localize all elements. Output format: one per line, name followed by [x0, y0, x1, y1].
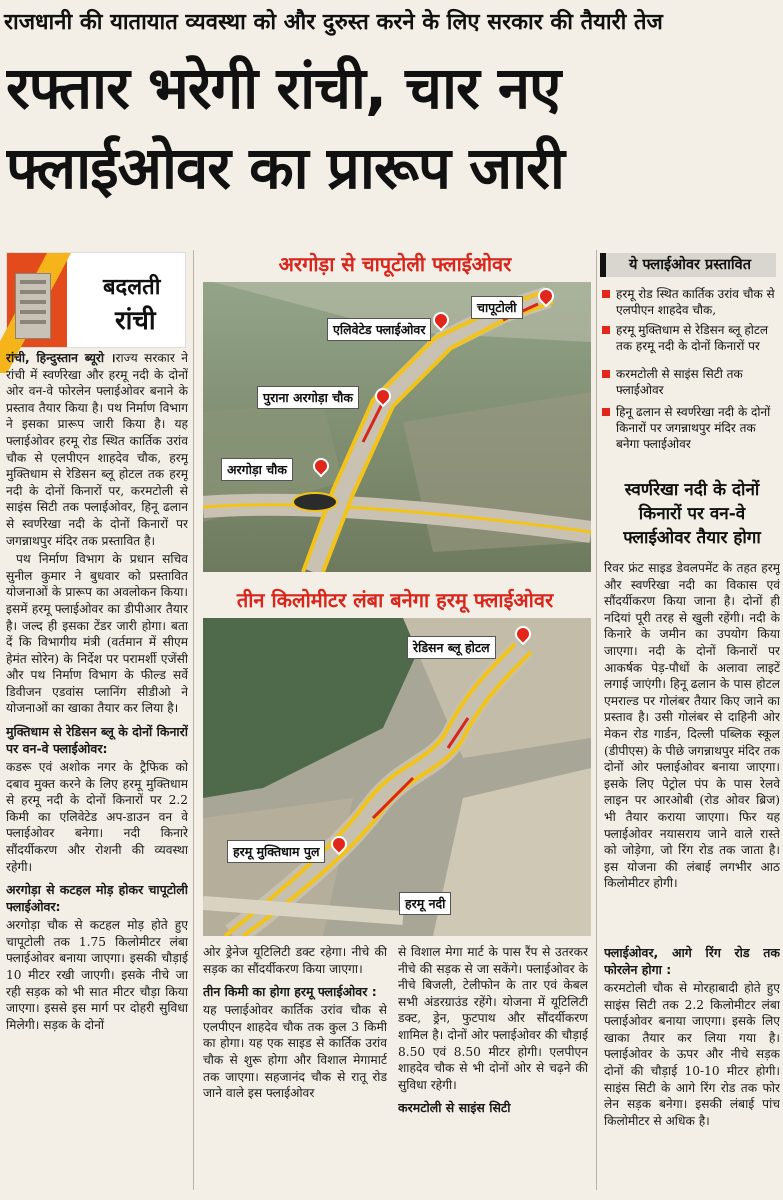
- dateline: रांची, हिन्दुस्तान ब्यूरो ।: [6, 351, 116, 365]
- paragraph: अरगोड़ा चौक से कटहल मोड़ होते हुए चापूटोली तक 1.75 किलोमीटर लंबा फ्लाईओवर बनाया जाएगा। इसकी चौड़ाई 10 मीटर रखी जाएगी। इसके नीचे जा रही सड़क को भी सात मीटर चौड़ा किया जाएगा। इससे इस मार्ग पर दोहरी सुविधा मिलेगी। सड़क के दोनों: [6, 918, 188, 1032]
- paragraph: रिवर फ्रंट साइड डेवलपमेंट के तहत हरमू और स्वर्णरेखा नदी का विकास एवं सौंदर्यीकरण किया जाना है। दोनों ही नदियां पूरी तरह से खुली रहेंगी। नदी के किनारे के जमीन का उपयोग किया जाएगा। नदी के दोनों किनारों पर आकर्षक पेड़-पौधों के अलावा लाइटें लगाई जाएंगी। हिनू ढलान के पास होटल एमराल्ड पर गोलंबर तैयार किए जाने का प्रस्ताव है। उसी गोलंबर से दाहिनी ओर मेकन रोड गार्डन, दिल्ली पब्लिक स्कूल (डीपीएस) के पीछे जगन्नाथपुर मंदिर तक दोनों ओर फ्लाईओवर बनाया जाएगा। इसके लिए पेट्रोल पंप के पास रेलवे लाइन पर आरओबी (रोड ओवर ब्रिज) भी तैयार कराया जाएगा। फिर यह फ्लाईओवर नयासराय जाने वाले रास्ते को जोड़ेगा, जो रिंग रोड तक जाता है। इस योजना की लंबाई लगभीर आठ किलोमीटर होगी।: [604, 561, 780, 891]
- paragraph: यह फ्लाईओवर कार्तिक उरांव चौक से एलपीएन शाहदेव चौक तक कुल 3 किमी का होगा। यह एक साइड से कार्तिक उरांव चौक से शुरू होगा और विशाल मेगामार्ट तक जाएगा। सहजानंद चौक से रातू रोड जाने वाले इस फ्लाईओवर: [203, 1003, 387, 1101]
- map2-label-muktidham: हरमू मुक्तिधाम पुल: [227, 840, 325, 863]
- sidebar-subheading: स्वर्णरेखा नदी के दोनों किनारों पर वन-वे फ्लाईओवर तैयार होगा: [623, 480, 761, 548]
- kicker-headline: राजधानी की यातायात व्यवस्था को और दुरुस्त करने के लिए सरकार की तैयारी तेज: [4, 10, 663, 35]
- paragraph: करमटोली चौक से मोरहाबादी होते हुए साइंस सिटी तक 2.2 किलोमीटर लंबा फ्लाईओवर बनाया जाएगा। इसके लिए खाका तैयार कर लिया गया है। फ्लाईओवर के ऊपर और नीचे सड़क दोनों की चौड़ाई 10-10 मीटर होगी। साइंस सिटी के आगे रिंग रोड तक फोर लेन सड़क बनेगा। इसकी लंबाई पांच किलोमीटर से अधिक है।: [604, 981, 780, 1128]
- map2-label-radisson: रेडिसन ब्लू होटल: [407, 636, 496, 659]
- column-divider: [596, 250, 597, 1190]
- headline-line-2: फ्लाईओवर का प्रारूप जारी: [6, 134, 564, 202]
- map1-label-chaputoli: चापूटोली: [471, 296, 523, 319]
- paragraph: से विशाल मेगा मार्ट के पास रैंप से उतरकर नीचे की सड़क से जा सकेंगे। फ्लाईओवर के नीचे बिजली, टेलीफोन के तार एवं केबल सभी अंडरग्राउंड रहेंगे। योजना में यूटिलिटी डक्ट, ड्रेन, फुटपाथ और सौंदर्यीकरण शामिल है। दोनों ओर फ्लाईओवर की चौड़ाई 8.50 एवं 8.50 मीटर होगी। एलपीएन शाहदेव चौक से भी दोनों ओर से चढ़ने की सुविधा रहेगी।: [398, 945, 588, 1092]
- list-item: हिनू ढलान से स्वर्णरेखा नदी के दोनों किनारों पर जगन्नाथपुर मंदिर तक बनेगा फ्लाईओवर: [602, 404, 778, 452]
- article-column-4: [604, 944, 780, 1189]
- paragraph: राज्य सरकार ने रांची में स्वर्णरेखा और हरमू नदी के दोनों ओर वन-वे फोरलेन फ्लाईओवर बनाने के प्रस्ताव तैयार किया है। पथ निर्माण विभाग ने इसका प्रारूप जारी किया है। यह फ्लाईओवर हरमू रोड स्थित कार्तिक उरांव चौक से एलपीएन शाहदेव चौक, हरमू मुक्तिधाम से रेडिसन ब्लू होटल तक हरमू नदी के दोनों किनारों पर, करमटोली से साइंस सिटी तक फ्लाईओवर, हिनू ढलान से स्वर्णरेखा नदी के दोनों किनारों पर जगन्नाथपुर मंदिर तक प्रस्तावित है।: [6, 351, 188, 548]
- headline-line-1: रफ्तार भरेगी रांची, चार नए: [6, 54, 561, 122]
- map2-image: [203, 618, 591, 936]
- article-column-3: [398, 944, 588, 1189]
- map2-title: तीन किलोमीटर लंबा बनेगा हरमू फ्लाईओवर: [236, 588, 554, 612]
- subheading: मुक्तिधाम से रेडिसन ब्लू के दोनों किनारों पर वन-वे फ्लाईओवर:: [6, 724, 188, 757]
- paragraph: ओर ड्रेनेज यूटिलिटी डक्ट रहेगा। नीचे की सड़क का सौंदर्यीकरण किया जाएगा।: [203, 945, 387, 976]
- paragraph: कडरू एवं अशोक नगर के ट्रैफिक को दबाव मुक्त करने के लिए हरमू मुक्तिधाम से हरमू नदी के दोनों किनारों पर 2.2 किमी का एलिवेटेड अप-डाउन वन वे फ्लाईओवर बनेगा। नदी किनारे सौंदर्यीकरण और रोशनी की व्यवस्था रहेगी।: [6, 760, 188, 874]
- sidebar-heading: ये फ्लाईओवर प्रस्तावित: [604, 253, 776, 277]
- list-item: करमटोली से साइंस सिटी तक फ्लाईओवर: [602, 366, 778, 398]
- article-column-2: [203, 944, 387, 1189]
- map1-label-argora-chowk: अरगोड़ा चौक: [221, 458, 293, 481]
- logo-line-1: बदलती: [103, 275, 161, 300]
- badalti-ranchi-logo: [6, 252, 186, 348]
- subheading: अरगोड़ा से कटहल मोड़ होकर चापूटोली फ्लाईओवर:: [6, 882, 188, 915]
- map1-label-elevated: एलिवेटेड फ्लाईओवर: [327, 318, 431, 341]
- map1-image: [203, 282, 591, 572]
- paragraph: पथ निर्माण विभाग के प्रधान सचिव सुनील कुमार ने बुधवार को प्रस्तावित योजनाओं के प्रारूप का अवलोकन किया। इसमें हरमू फ्लाईओवर का डीपीआर तैयार है। जल्द ही इसका टेंडर जारी होगा। बता दें कि विभागीय मंत्री (वर्तमान में सीएम हेमंत सोरेन) के निर्देश पर परामर्शी एजेंसी और पथ निर्माण विभाग के फील्ड सर्वे डिवीजन एडवांस प्लानिंग सीडीओ ने योजनाओं का खाका तैयार कर लिया है।: [6, 552, 188, 716]
- article-column-1: [6, 350, 188, 1170]
- logo-line-2: रांची: [115, 306, 156, 336]
- main-headline: [6, 48, 781, 208]
- sidebar-body: [604, 560, 780, 944]
- list-item: हरमू मुक्तिधाम से रेडिसन ब्लू होटल तक हरमू नदी के दोनों किनारों पर: [602, 322, 778, 354]
- list-item: हरमू रोड स्थित कार्तिक उरांव चौक से एलपीएन शाहदेव चौक,: [602, 286, 778, 318]
- subheading: फ्लाईओवर, आगे रिंग रोड तक फोरलेन होगा :: [604, 945, 780, 977]
- subheading: तीन किमी का होगा हरमू फ्लाईओवर :: [203, 984, 377, 1000]
- map1-label-old-argora: पुराना अरगोड़ा चौक: [257, 386, 359, 409]
- map1-title: अरगोड़ा से चापूटोली फ्लाईओवर: [278, 252, 512, 276]
- column-divider: [193, 250, 194, 1190]
- subheading: करमटोली से साइंस सिटी: [398, 1100, 511, 1116]
- building-icon: [15, 273, 51, 339]
- map2-label-harmu-river: हरमू नदी: [399, 892, 451, 915]
